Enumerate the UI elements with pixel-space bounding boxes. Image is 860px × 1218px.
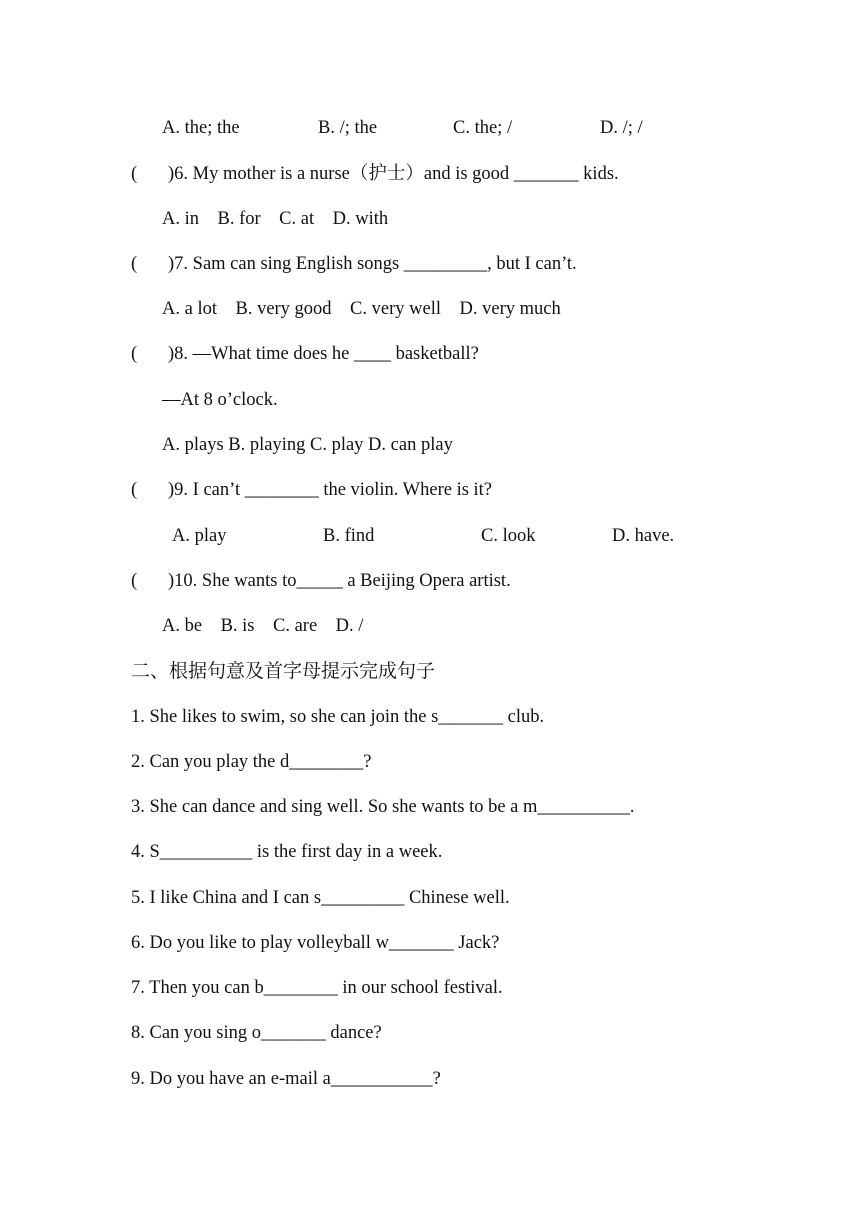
q5-option-a: A. the; the bbox=[162, 118, 240, 138]
q9-paren: ( bbox=[131, 480, 138, 500]
q5-option-c: C. the; / bbox=[453, 118, 513, 138]
q9-option-a: A. play bbox=[172, 526, 227, 546]
q5-option-d: D. /; / bbox=[600, 118, 643, 138]
q6-paren: ( bbox=[131, 164, 138, 184]
q8-paren: ( bbox=[131, 344, 138, 364]
q7-options: A. a lot B. very good C. very well D. very much bbox=[162, 299, 561, 319]
q8-answer: —At 8 o’clock. bbox=[162, 390, 278, 410]
fill-item-5: 5. I like China and I can s_________ Chinese well. bbox=[131, 888, 510, 908]
q5-option-b: B. /; the bbox=[318, 118, 378, 138]
fill-item-8: 8. Can you sing o_______ dance? bbox=[131, 1023, 382, 1043]
section-2-heading: 二、根据句意及首字母提示完成句子 bbox=[131, 660, 436, 682]
q8-question: )8. —What time does he ____ basketball? bbox=[168, 344, 479, 364]
q6-question: )6. My mother is a nurse（护士）and is good _______ kids. bbox=[168, 164, 619, 184]
fill-item-4: 4. S__________ is the first day in a week. bbox=[131, 842, 443, 862]
q9-option-b: B. find bbox=[323, 526, 375, 546]
fill-item-9: 9. Do you have an e-mail a___________? bbox=[131, 1069, 441, 1089]
q9-option-c: C. look bbox=[481, 526, 536, 546]
q7-question: )7. Sam can sing English songs _________, but I can’t. bbox=[168, 254, 577, 274]
q10-paren: ( bbox=[131, 571, 138, 591]
q9-option-d: D. have. bbox=[612, 526, 675, 546]
q6-options: A. in B. for C. at D. with bbox=[162, 209, 389, 229]
q7-paren: ( bbox=[131, 254, 138, 274]
fill-item-3: 3. She can dance and sing well. So she wants to be a m__________. bbox=[131, 797, 635, 817]
fill-item-2: 2. Can you play the d________? bbox=[131, 752, 372, 772]
q10-options: A. be B. is C. are D. / bbox=[162, 616, 364, 636]
fill-item-6: 6. Do you like to play volleyball w_______ Jack? bbox=[131, 933, 500, 953]
q8-options: A. plays B. playing C. play D. can play bbox=[162, 435, 453, 455]
q10-question: )10. She wants to_____ a Beijing Opera artist. bbox=[168, 571, 511, 591]
fill-item-7: 7. Then you can b________ in our school festival. bbox=[131, 978, 503, 998]
fill-item-1: 1. She likes to swim, so she can join the s_______ club. bbox=[131, 707, 545, 727]
q9-question: )9. I can’t ________ the violin. Where is it? bbox=[168, 480, 493, 500]
